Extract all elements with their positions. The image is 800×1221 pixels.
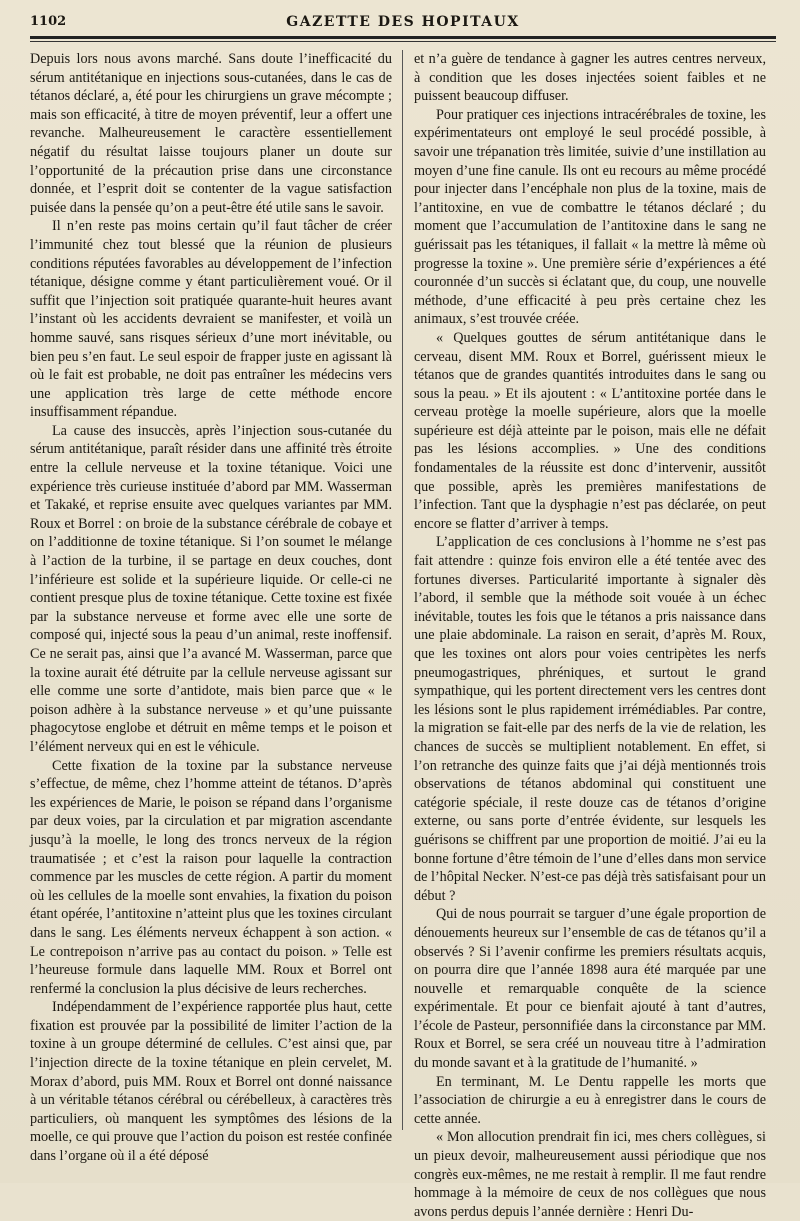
paragraph: Cette fixation de la toxine par la substance nerveuse s’effectue, de même, chez l’homme atteint de tétanos. D’après les expériences de Marie, le poison se répand dans l’organisme par deux voies, par la circulation et par migration ascendante jusqu’à la moelle, le long des troncs nerveux de la région traumatisée ; et c’est la raison pour laquelle la contraction commence par les muscles de cette région. A partir du moment où les cellules de la moelle sont envahies, la fixation du poison étant opérée, l’antitoxine n’atteint plus que les toxines circulant dans le sang. Les éléments nerveux échappent à son action. « Le contrepoison n’arrive pas au contact du poison. » Telle est l’heureuse formule dans laquelle MM. Roux et Borrel ont renfermé la conclusion la plus décisive de leurs recherches. [30,757,392,997]
header-rule-thick [30,36,776,39]
paragraph: La cause des insuccès, après l’injection sous-cutanée du sérum antitétanique, paraît résider dans une affinité très étroite entre la cellule nerveuse et la toxine tétanique. Voici une expérience très curieuse instituée d’abord par MM. Wasserman et Takaké, et reprise ensuite avec quelques variantes par MM. Roux et Borrel : on broie de la substance cérébrale de cobaye et on l’additionne de toxine tétanique. Si l’on soumet le mélange à l’action de la turbine, il se partage en deux couches, dont l’inférieure est solide et la supérieure liquide. Or celle-ci ne contient presque plus de toxine tétanique. Cette toxine est fixée par la substance nerveuse et forme avec elle une sorte de composé qui, injecté sous la peau d’un animal, reste inoffensif. Ce ne serait pas, ainsi que l’a avancé M. Wasserman, parce que la toxine aurait été détruite par la cellule nerveuse agissant sur elle comme une sorte d’antidote, mais bien parce que « le poison adhère à la substance nerveuse » et qu’une puissante phagocytose englobe et détruit en même temps et le poison et l’élément nerveux qui en est le véhicule. [30,422,392,755]
journal-title: GAZETTE DES HOPITAUX [286,14,520,30]
page-number: 1102 [30,14,67,29]
paragraph: « Quelques gouttes de sérum antitétanique dans le cerveau, disent MM. Roux et Borrel, guérissent mieux le tétanos que de grandes quantités introduites dans le sang ou sous la peau. » Et ils ajoutent : « L’antitoxine portée dans le cerveau protège la moelle supérieure, alors que la moelle supérieure est déjà atteinte par le poison, mais elle ne défait pas les lésions accomplies. » Une des conditions fondamentales de la réussite est donc d’intervenir, aussitôt que possible, après les premières manifestations de l’infection. Tant que la dysphagie n’est pas déclarée, on peut encore se flatter d’arriver à temps. [414,329,766,532]
left-column [30,50,392,1166]
column-divider [402,50,403,1130]
paragraph: Indépendamment de l’expérience rapportée plus haut, cette fixation est prouvée par la possibilité de limiter l’action de la toxine à un groupe déterminé de cellules. C’est ainsi que, par l’injection directe de la toxine tétanique en plein cervelet, M. Morax d’abord, puis MM. Roux et Borrel ont donné naissance à un véritable tétanos cérébral ou cérébelleux, à caractères très particuliers, où manquent les symptômes des lésions de la moelle, ce qui prouve que l’action du poison est restée confinée dans l’organe où il a été déposé [30,999,392,1165]
paragraph: « Mon allocution prendrait fin ici, mes chers collègues, si un pieux devoir, malheureusement aussi périodique que nos congrès eux-mêmes, ne me restait à remplir. Il me faut rendre hommage à la mémoire de ceux de nos collègues que nous avons perdus depuis l’année dernière : Henri Du- [414,1129,766,1220]
header-rule-thin [30,41,776,42]
right-column [414,50,766,1221]
paragraph: Il n’en reste pas moins certain qu’il faut tâcher de créer l’immunité chez tout blessé que la réunion de plusieurs conditions réputées favorables au développement de l’infection tétanique, désigne comme y étant particulièrement voué. Or il suffit que l’injection soit pratiquée quarante-huit heures avant l’instant où les accidents devraient se manifester, et voilà un homme sauvé, sans risques sérieux d’une mort inévitable, ou bien peu s’en faut. Le seul espoir de frapper juste en agissant là où le fait est probable, ne doit pas entraîner les médecins vers une application très large de cette méthode encore insuffisamment répandue. [30,218,392,421]
paragraph: En terminant, M. Le Dentu rappelle les morts que l’association de chirurgie a eu à enregistrer dans le cours de cette année. [414,1073,766,1127]
page-header [30,10,776,34]
paragraph: et n’a guère de tendance à gagner les autres centres nerveux, à condition que les doses injectées soient faibles et ne puissent beaucoup diffuser. [414,51,766,105]
paragraph: Pour pratiquer ces injections intracérébrales de toxine, les expérimentateurs ont employé le seul procédé possible, à savoir une trépanation très limitée, suivie d’une instillation au moyen d’une fine canule. Ils ont eu recours au même procédé pour injecter dans l’encéphale non plus de la toxine, mais de l’antitoxine, en vue de combattre le tétanos déclaré ; du moment que l’accumulation de l’antitoxine dans le sang ne guérissait pas les tétaniques, il fallait « la mettre là même où progresse la toxine ». Une première série d’expériences a été couronnée d’un succès si éclatant que, du coup, une nouvelle méthode, d’une efficacité à peu près certaine chez les animaux, s’est trouvée créée. [414,106,766,328]
paragraph: Depuis lors nous avons marché. Sans doute l’inefficacité du sérum antitétanique en injections sous-cutanées, dans le cas de tétanos déclaré, a, été pour les chirurgiens un grave mécompte ; mais son efficacité, à titre de moyen préventif, leur a offert une revanche. Malheureusement le caractère essentiellement négatif du résultat laisse toujours planer un doute sur l’opportunité de la précaution prise dans une circonstance donnée, et l’esprit doit se contenter de la vague satisfaction puisée dans la pensée qu’on a peut-être été utile sans le savoir. [30,51,392,216]
paragraph: Qui de nous pourrait se targuer d’une égale proportion de dénouements heureux sur l’ensemble de cas de tétanos qu’il a observés ? Si l’avenir confirme les premiers résultats acquis, on pourra dire que l’année 1898 aura été marquée par une nouvelle et remarquable conquête de la science expérimentale. Et pour ce bienfait ajouté à tant d’autres, l’école de Pasteur, personnifiée dans la circonstance par MM. Roux et Borrel, se sera créé un nouveau titre à l’admiration du monde savant et à la gratitude de l’humanité. » [414,906,766,1072]
paragraph: L’application de ces conclusions à l’homme ne s’est pas fait attendre : quinze fois environ elle a été tentée avec des fortunes diverses. Particularité importante à signaler dès l’abord, il semble que la méthode soit vouée à un échec inévitable, toutes les fois que le tétanos a pris naissance dans une plaie abdominale. La raison en serait, d’après M. Roux, que les toxines ont alors pour voies centripètes les nerfs pneumogastriques, phréniques, et surtout le grand sympathique, qui les portent directement vers les centres dont les lésions sont le plus rapidement irrémédiables. Par contre, la migration se fait-elle par des nerfs de la vie de relation, les chances de succès se multiplient notablement. En effet, si l’on retranche des quinze faits que j’ai déjà mentionnés trois observations de tétanos abdominal qui constituent une catégorie spéciale, il reste douze cas de tétanos d’origine externe, ou sans porte d’entrée évidente, sur lesquels les guérisons se chiffrent par une proportion de moitié. J’ai eu la bonne fortune d’être témoin de l’une d’elles dans mon service de l’hôpital Necker. N’est-ce pas déjà très satisfaisant pour un début ? [414,534,766,904]
